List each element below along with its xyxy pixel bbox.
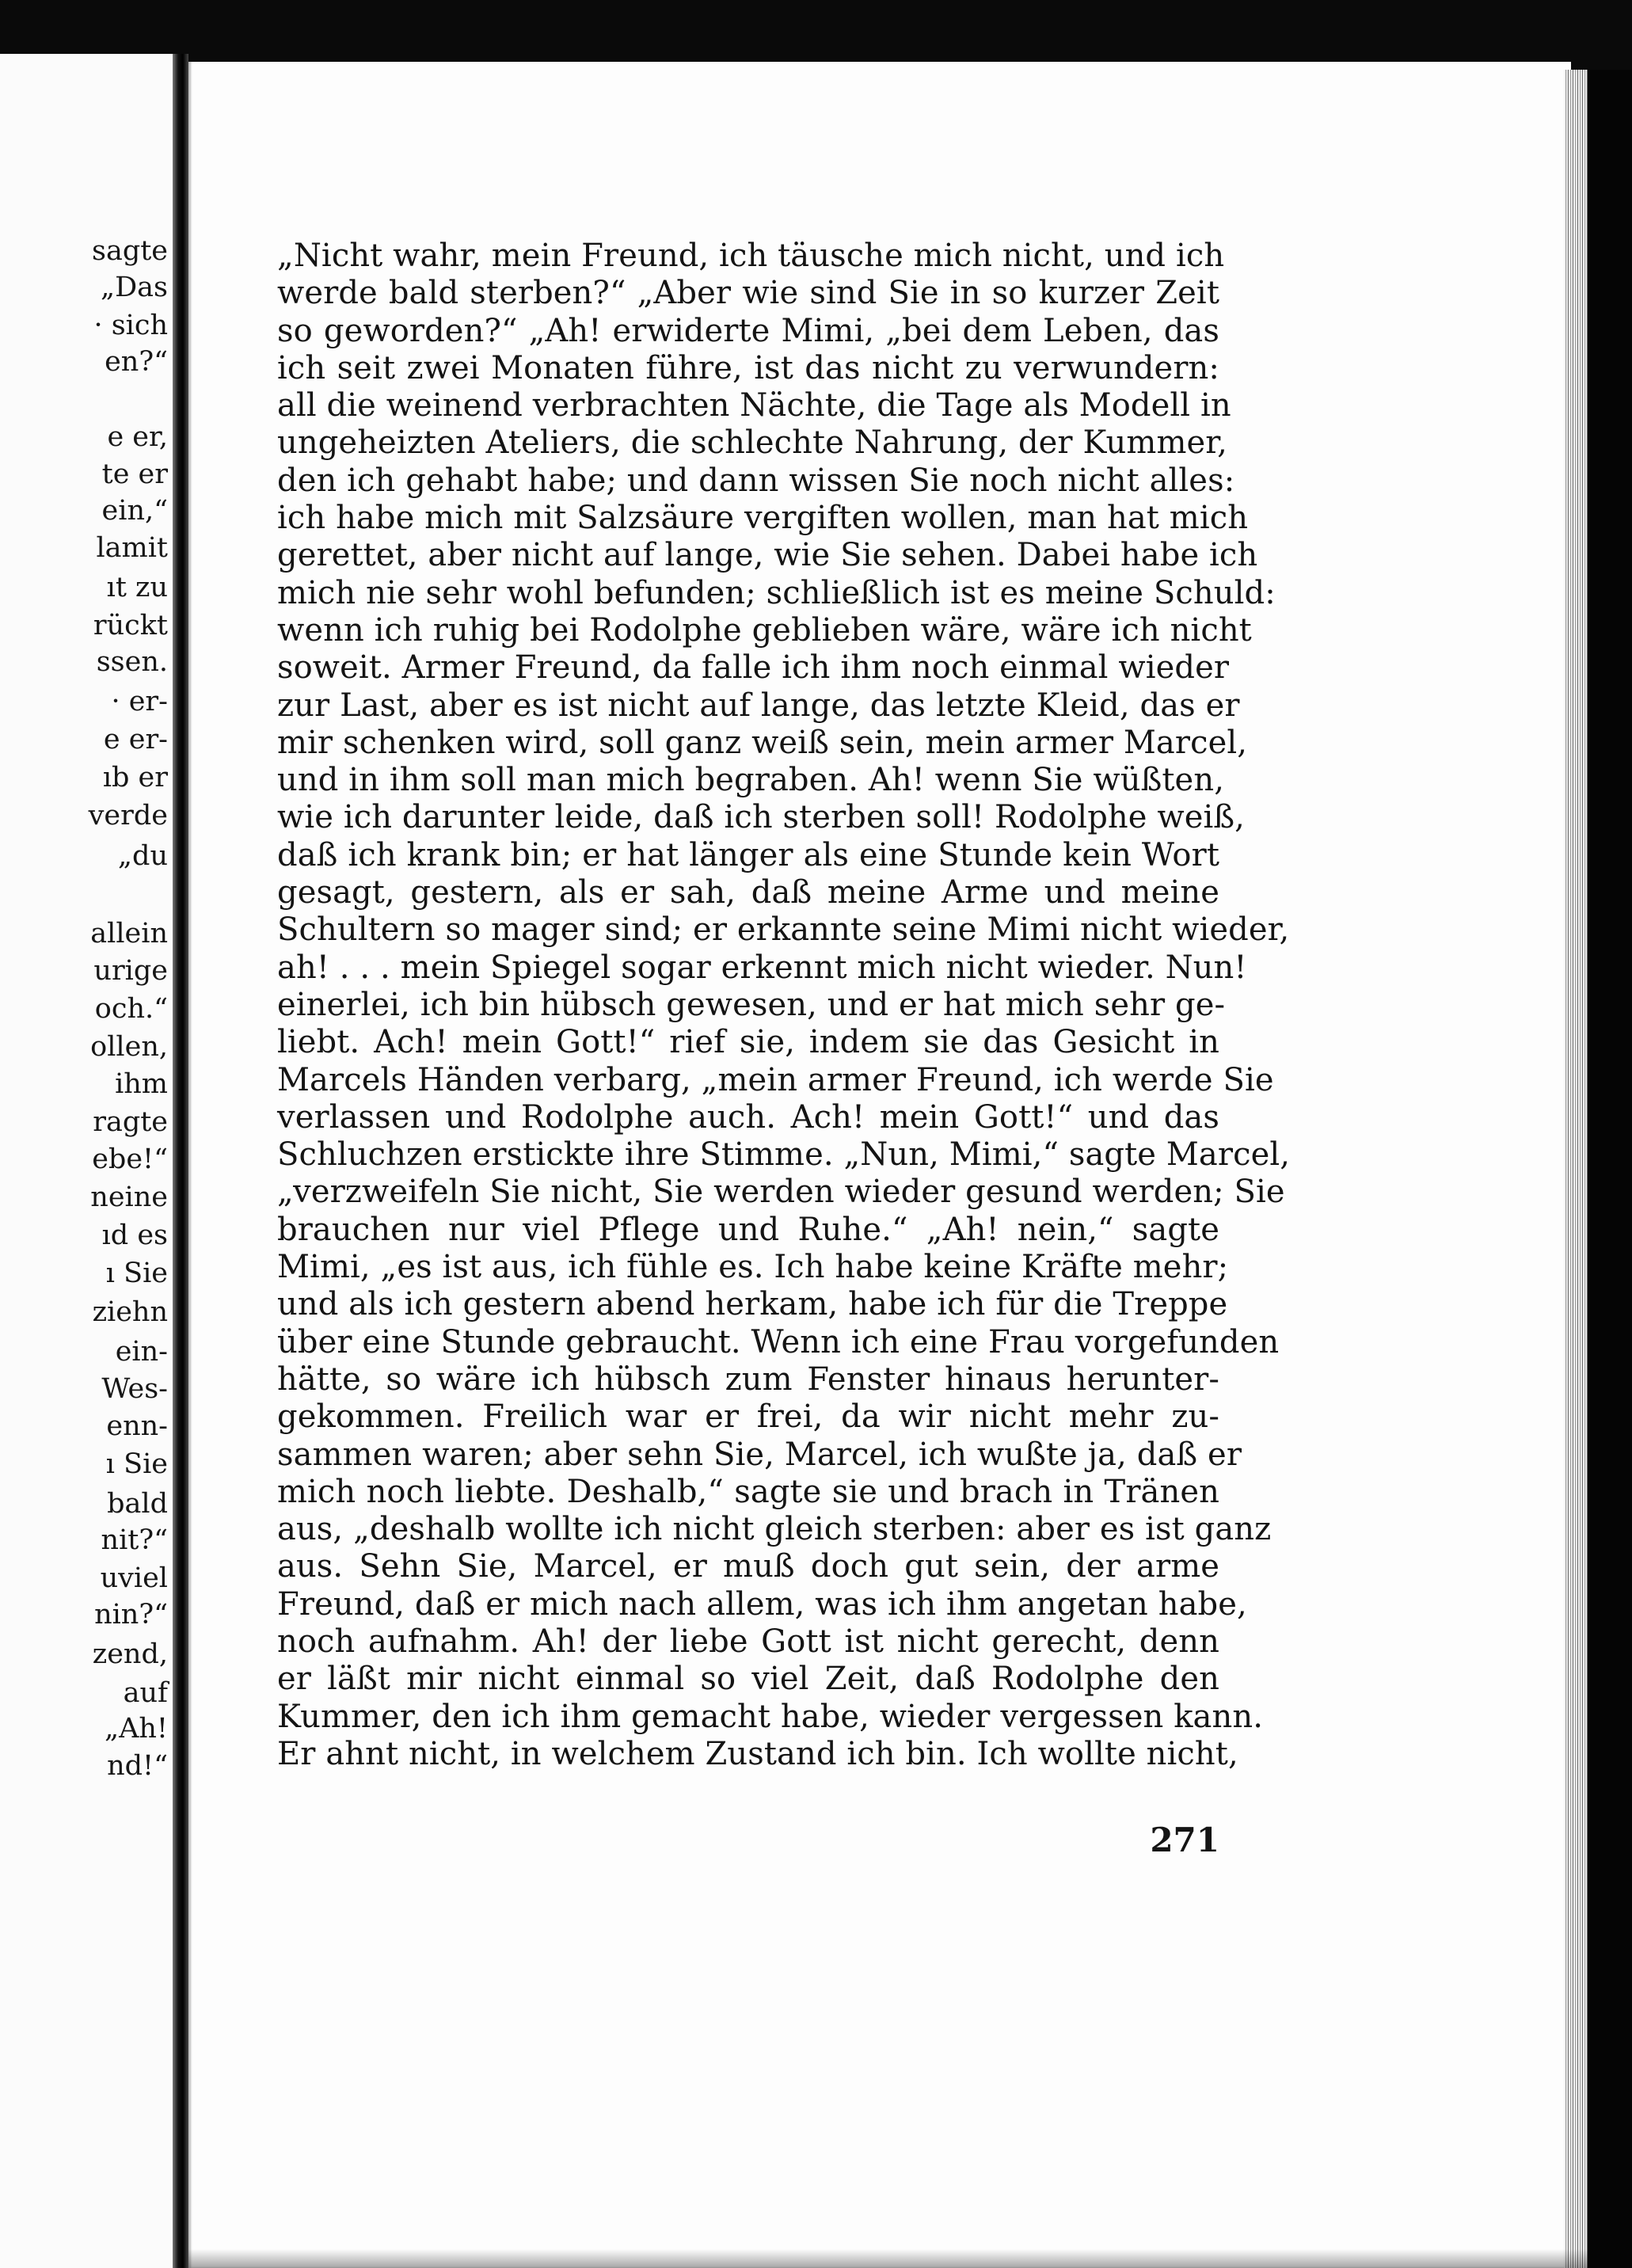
text-line: liebt. Ach! mein Gott!“ rief sie, indem sie das Gesicht in — [277, 1024, 1219, 1061]
left-page-line: zend, — [92, 1638, 168, 1670]
text-line: sammen waren; aber sehn Sie, Marcel, ich wußte ja, daß er — [277, 1436, 1242, 1473]
book-gutter — [173, 54, 188, 2268]
text-line: mich nie sehr wohl befunden; schließlich ist es meine Schuld: — [277, 574, 1276, 611]
text-line: über eine Stunde gebraucht. Wenn ich eine Frau vorgefunden — [277, 1323, 1280, 1360]
left-page-line: nd!“ — [107, 1750, 168, 1782]
text-line: zur Last, aber es ist nicht auf lange, das letzte Kleid, das er — [277, 687, 1240, 724]
text-line: Marcels Händen verbarg, „mein armer Freund, ich werde Sie — [277, 1061, 1274, 1098]
page-bottom-shadow — [188, 2249, 1588, 2268]
left-page-line: ebe!“ — [92, 1144, 168, 1175]
left-page-line: ihm — [115, 1068, 168, 1100]
left-page-line: ein- — [115, 1336, 168, 1368]
scan-border-right — [1588, 70, 1632, 2268]
left-page-line: ıt zu — [106, 572, 168, 603]
left-page-line: e er, — [107, 421, 168, 453]
text-line: verlassen und Rodolphe auch. Ach! mein Gott!“ und das — [277, 1098, 1219, 1136]
left-page-line: ıb er — [102, 762, 168, 793]
text-line: Schultern so mager sind; er erkannte seine Mimi nicht wieder, — [277, 911, 1290, 949]
text-line: ungeheizten Ateliers, die schlechte Nahrung, der Kummer, — [277, 424, 1227, 462]
text-line: den ich gehabt habe; und dann wissen Sie noch nicht alles: — [277, 462, 1235, 499]
left-page-line: „Das — [100, 272, 168, 303]
left-page-line: Wes- — [101, 1373, 168, 1405]
left-page-line: ıd es — [101, 1220, 168, 1251]
text-line: Schluchzen erstickte ihre Stimme. „Nun, Mimi,“ sagte Marcel, — [277, 1136, 1291, 1174]
left-page-fragment — [0, 54, 174, 2268]
left-page-line: ziehn — [92, 1296, 168, 1328]
left-page-line: nit?“ — [101, 1524, 168, 1556]
left-page-line: „du — [117, 840, 168, 872]
left-page-line: neine — [90, 1182, 168, 1213]
text-line: gerettet, aber nicht auf lange, wie Sie sehen. Dabei habe ich — [277, 537, 1258, 574]
text-line: und als ich gestern abend herkam, habe ich für die Treppe — [277, 1286, 1228, 1323]
text-line: hätte, so wäre ich hübsch zum Fenster hinaus herunter- — [277, 1360, 1219, 1398]
left-page-line: och.“ — [94, 993, 168, 1025]
text-line: soweit. Armer Freund, da falle ich ihm noch einmal wieder — [277, 649, 1230, 687]
left-page-line: „Ah! — [104, 1713, 168, 1745]
left-page-line: uviel — [100, 1562, 168, 1594]
left-page-line: allein — [90, 918, 168, 949]
left-page-line: ı Sie — [105, 1448, 168, 1480]
left-page-line: ssen. — [96, 646, 168, 678]
left-page-line: ragte — [93, 1106, 168, 1138]
text-line: wenn ich ruhig bei Rodolphe geblieben wäre, wäre ich nicht — [277, 611, 1252, 649]
text-line: so geworden?“ „Ah! erwiderte Mimi, „bei dem Leben, das — [277, 312, 1219, 349]
text-line: Kummer, den ich ihm gemacht habe, wieder vergessen kann. — [277, 1698, 1264, 1735]
page-number: 271 — [1150, 1821, 1219, 1859]
text-line: „verzweifeln Sie nicht, Sie werden wieder gesund werden; Sie — [277, 1174, 1285, 1211]
left-page-line: te er — [101, 459, 168, 490]
left-page-line: auf — [123, 1677, 168, 1709]
left-page-line: rückt — [93, 610, 168, 641]
left-page-line: ollen, — [90, 1031, 168, 1063]
text-line: Freund, daß er mich nach allem, was ich ihm angetan habe, — [277, 1585, 1247, 1623]
left-page-line: · sich — [93, 310, 168, 341]
left-page-line: ein,“ — [101, 495, 168, 527]
text-line: „Nicht wahr, mein Freund, ich täusche mich nicht, und ich — [277, 238, 1225, 274]
left-page-line: nin?“ — [94, 1599, 168, 1631]
left-page-line: lamit — [96, 532, 168, 564]
text-line: mich noch liebte. Deshalb,“ sagte sie und brach in Tränen — [277, 1473, 1219, 1510]
text-line: daß ich krank bin; er hat länger als eine Stunde kein Wort — [277, 836, 1219, 873]
text-line: einerlei, ich bin hübsch gewesen, und er hat mich sehr ge- — [277, 986, 1226, 1023]
text-line: ich seit zwei Monaten führe, ist das nicht zu verwundern: — [277, 349, 1219, 386]
text-line: Mimi, „es ist aus, ich fühle es. Ich habe keine Kräfte mehr; — [277, 1249, 1229, 1286]
text-line: aus. Sehn Sie, Marcel, er muß doch gut sein, der arme — [277, 1548, 1219, 1585]
page-edges — [1564, 70, 1588, 2268]
text-line: noch aufnahm. Ah! der liebe Gott ist nicht gerecht, denn — [277, 1623, 1219, 1660]
text-line: und in ihm soll man mich begraben. Ah! wenn Sie wüßten, — [277, 762, 1225, 799]
left-page-line: urige — [93, 955, 168, 987]
left-page-line: ı Sie — [105, 1258, 168, 1289]
text-line: all die weinend verbrachten Nächte, die Tage als Modell in — [277, 387, 1231, 424]
text-line: wie ich darunter leide, daß ich sterben soll! Rodolphe weiß, — [277, 799, 1245, 836]
text-line: ich habe mich mit Salzsäure vergiften wollen, man hat mich — [277, 500, 1249, 537]
text-line: mir schenken wird, soll ganz weiß sein, mein armer Marcel, — [277, 724, 1248, 761]
text-line: er läßt mir nicht einmal so viel Zeit, daß Rodolphe den — [277, 1661, 1219, 1698]
text-line: gekommen. Freilich war er frei, da wir nicht mehr zu- — [277, 1398, 1219, 1436]
left-page-line: en?“ — [105, 346, 168, 378]
left-page-line: enn- — [106, 1410, 168, 1442]
text-line: Er ahnt nicht, in welchem Zustand ich bin. Ich wollte nicht, — [277, 1735, 1238, 1772]
text-line: werde bald sterben?“ „Aber wie sind Sie in so kurzer Zeit — [277, 275, 1219, 312]
left-page-line: · er- — [111, 686, 168, 717]
body-text — [277, 238, 1291, 1773]
text-line: brauchen nur viel Pflege und Ruhe.“ „Ah! nein,“ sagte — [277, 1211, 1219, 1248]
left-page-line: bald — [107, 1488, 168, 1520]
text-line: aus, „deshalb wollte ich nicht gleich sterben: aber es ist ganz — [277, 1511, 1272, 1548]
left-page-line: e er- — [103, 724, 168, 755]
text-line: gesagt, gestern, als er sah, daß meine Arme und meine — [277, 874, 1219, 911]
text-line: ah! . . . mein Spiegel sogar erkennt mich nicht wieder. Nun! — [277, 949, 1247, 986]
left-page-line: verde — [88, 800, 168, 831]
left-page-line: sagte — [91, 235, 168, 267]
